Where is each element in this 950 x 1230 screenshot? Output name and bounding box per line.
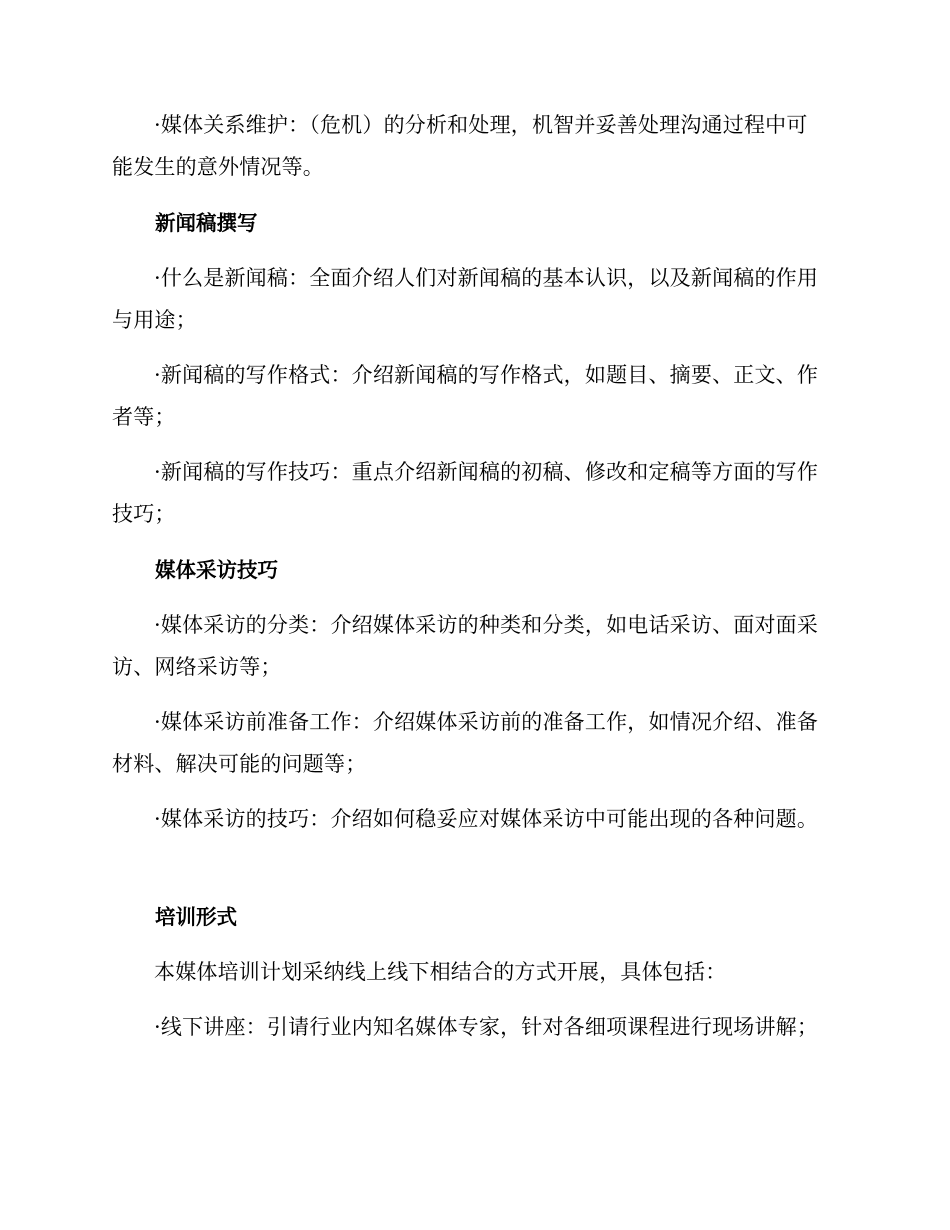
paragraph-offline-lectures: ·线下讲座：引请行业内知名媒体专家，针对各细项课程进行现场讲解； xyxy=(154,1015,819,1039)
paragraph-media-relations: ·媒体关系维护：（危机）的分析和处理，机智并妥善处理沟通过程中可能发生的意外情况等。 xyxy=(112,113,808,179)
paragraph-press-release-skills: ·新闻稿的写作技巧：重点介绍新闻稿的初稿、修改和定稿等方面的写作技巧； xyxy=(112,460,819,526)
paragraph-interview-techniques: ·媒体采访的技巧：介绍如何稳妥应对媒体采访中可能出现的各种问题。 xyxy=(154,807,819,831)
paragraph-interview-types: ·媒体采访的分类：介绍媒体采访的种类和分类，如电话采访、面对面采访、网络采访等； xyxy=(112,613,819,679)
heading-interview-skills: 媒体采访技巧 xyxy=(155,558,278,582)
paragraph-press-release-format: ·新闻稿的写作格式：介绍新闻稿的写作格式，如题目、摘要、正文、作者等； xyxy=(112,363,819,429)
heading-training-format: 培训形式 xyxy=(155,905,237,929)
paragraph-what-is-press-release: ·什么是新闻稿：全面介绍人们对新闻稿的基本认识，以及新闻稿的作用与用途； xyxy=(112,266,819,332)
heading-press-release: 新闻稿撰写 xyxy=(155,211,258,235)
paragraph-interview-preparation: ·媒体采访前准备工作：介绍媒体采访前的准备工作，如情况介绍、准备材料、解决可能的问题等； xyxy=(112,710,819,776)
paragraph-training-intro: 本媒体培训计划采纳线上线下相结合的方式开展，具体包括： xyxy=(154,960,727,984)
